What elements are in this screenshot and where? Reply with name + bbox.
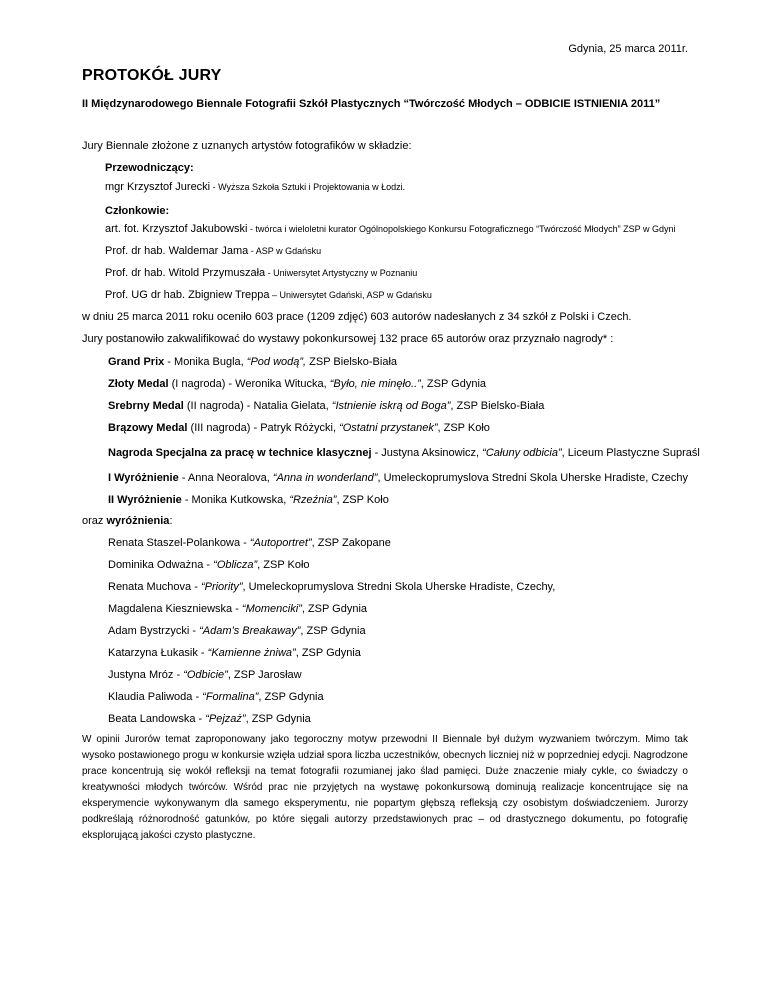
member-affiliation: – Uniwersytet Gdański, ASP w Gdańsku: [269, 290, 432, 300]
stats-line: w dniu 25 marca 2011 roku oceniło 603 prace (1209 zdjęć) 603 autorów nadesłanych z 34 szkół z Polski i Czech.: [82, 311, 632, 323]
member-line: [105, 289, 432, 301]
mention-work: “Autoportret”: [249, 537, 312, 549]
award-winner: (III nagroda) - Patryk Różycki,: [187, 422, 340, 434]
mention-work: “Kamienne żniwa”: [207, 647, 296, 659]
mention-school: , ZSP Gdynia: [245, 713, 311, 725]
mention-line: [108, 559, 310, 571]
mentions-suffix: :: [169, 515, 173, 527]
award-school: , ZSP Koło: [437, 422, 490, 434]
award-name: Brązowy Medal: [108, 422, 188, 434]
mention-line: [108, 625, 366, 637]
mentions-prefix: oraz: [82, 515, 107, 527]
award-line: [108, 494, 389, 506]
mention-school: , ZSP Gdynia: [258, 691, 324, 703]
member-name: Prof. UG dr hab. Zbigniew Treppa: [105, 289, 270, 301]
award-school: , ZSP Koło: [336, 494, 389, 506]
award-name: Grand Prix: [108, 356, 165, 368]
award-winner: (I nagroda) - Weronika Witucka,: [168, 378, 330, 390]
mention-school: , ZSP Koło: [257, 559, 310, 571]
opinion-paragraph: W opinii Jurorów temat zaproponowany jako tegoroczny motyw przewodni II Biennale był dużym wyzwaniem twórczym. Mimo tak wysoko postawionego progu w konkursie wzięła udział spora liczba uczestników, obecnych liczniej niż w poprzedniej edycji. Nagrodzone prace koncentrują się wokół refleksji na temat fotografii rozumianej jako ślad pamięci. Duże znaczenie miały cykle, co świadczy o kreatywności młodych twórców. Wśród prac nie przyjętych na wystawę pokonkursową dominują realizacje koncentrujące się na eksperymencie wykonywanym dla samego eksperymentu, nie popartym głębszą refleksją czy osobistym doświadczeniem. Jurorzy podkreślają różnorodność gatunków, po które sięgali autorzy przedstawionych prac – od drastycznego dokumentu, po fotografię eksplorującą jakości czysto plastyczne.: [82, 734, 688, 841]
award-school: , ZSP Gdynia: [420, 378, 487, 390]
member-line: [105, 223, 675, 235]
mention-line: [108, 537, 391, 549]
chair-affiliation: - Wyższa Szkoła Sztuki i Projektowania w Łodzi.: [210, 182, 406, 192]
chair-line: [105, 181, 405, 193]
award-winner: - Anna Neoralova,: [178, 472, 273, 484]
award-line: [108, 356, 397, 368]
document-subtitle: II Międzynarodowego Biennale Fotografii Szkół Plastycznych “Twórczość Młodych – ODBICIE ISTNIENIA 2011”: [82, 98, 661, 110]
mention-school: , ZSP Gdynia: [295, 647, 361, 659]
award-line: [108, 400, 544, 412]
chair-name: mgr Krzysztof Jurecki: [105, 181, 211, 193]
award-work: “Rzeźnia”: [289, 494, 337, 506]
mention-work: “Pejzaż”: [205, 713, 246, 725]
member-name: art. fot. Krzysztof Jakubowski: [105, 223, 248, 235]
document-title: PROTOKÓŁ JURY: [82, 67, 222, 84]
mention-school: , ZSP Zakopane: [311, 537, 391, 549]
member-affiliation: - ASP w Gdańsku: [248, 246, 322, 256]
award-work: “Anna in wonderland”: [272, 472, 378, 484]
member-affiliation: - twórca i wieloletni kurator Ogólnopolskiego Konkursu Fotograficznego “Twórczość Młodych” ZSP w Gdyni: [247, 224, 676, 234]
mention-line: [108, 647, 361, 659]
mention-line: [108, 669, 302, 681]
mentions-heading: [82, 515, 173, 527]
award-line: [108, 422, 490, 434]
mention-author: Magdalena Kieszniewska -: [108, 603, 242, 615]
mention-work: “Formalina”: [202, 691, 259, 703]
mention-author: Renata Muchova -: [108, 581, 201, 593]
mention-line: [108, 581, 555, 593]
mention-line: [108, 603, 367, 615]
award-name: Nagroda Specjalna za pracę w technice klasycznej: [108, 447, 372, 459]
mention-work: “Momenciki”: [241, 603, 302, 615]
award-school: , Umeleckoprumyslova Stredni Skola Uherske Hradiste, Czechy: [377, 472, 689, 484]
mention-work: “Adam’s Breakaway”: [199, 625, 301, 637]
chair-label: Przewodniczący:: [105, 162, 194, 174]
member-affiliation: - Uniwersytet Artystyczny w Poznaniu: [265, 268, 418, 278]
award-line: [108, 447, 700, 459]
award-winner: (II nagroda) - Natalia Gielata,: [183, 400, 332, 412]
award-name: Srebrny Medal: [108, 400, 184, 412]
member-name: Prof. dr hab. Witold Przymuszała: [105, 267, 266, 279]
award-work: “Pod wodą”,: [246, 356, 307, 368]
award-work: “Ostatni przystanek”: [339, 422, 438, 434]
jury-intro: Jury Biennale złożone z uznanych artystów fotografików w składzie:: [82, 140, 412, 152]
mention-line: [108, 713, 311, 725]
mention-author: Katarzyna Łukasik -: [108, 647, 208, 659]
member-name: Prof. dr hab. Waldemar Jama: [105, 245, 249, 257]
mention-work: “Priority”: [200, 581, 243, 593]
mention-work: “Odbicie”: [183, 669, 228, 681]
stats-line: Jury postanowiło zakwalifikować do wystawy pokonkursowej 132 prace 65 autorów oraz przyznało nagrody* :: [82, 333, 614, 345]
mention-author: Beata Landowska -: [108, 713, 206, 725]
award-work: “Było, nie minęło..”: [329, 378, 421, 390]
mention-school: , ZSP Gdynia: [300, 625, 366, 637]
mention-author: Dominika Odważna -: [108, 559, 214, 571]
award-winner: - Monika Bugla,: [164, 356, 247, 368]
award-school: , ZSP Bielsko-Biała: [450, 400, 545, 412]
mention-author: Justyna Mróz -: [108, 669, 184, 681]
award-school: ZSP Bielsko-Biała: [306, 356, 397, 368]
award-line: [108, 378, 486, 390]
mention-author: Adam Bystrzycki -: [108, 625, 200, 637]
document-date: Gdynia, 25 marca 2011r.: [568, 43, 688, 55]
member-line: [105, 245, 321, 257]
award-line: [108, 472, 688, 484]
mention-work: “Oblicza”: [213, 559, 258, 571]
award-work: “Istnienie iskrą od Boga”: [331, 400, 451, 412]
award-winner: - Justyna Aksinowicz,: [371, 447, 483, 459]
award-school: , Liceum Plastyczne Supraśl: [561, 447, 700, 459]
mention-author: Klaudia Paliwoda -: [108, 691, 203, 703]
members-label: Członkowie:: [105, 205, 170, 217]
mention-school: , Umeleckoprumyslova Stredni Skola Uherske Hradiste, Czechy,: [242, 581, 556, 593]
mention-line: [108, 691, 324, 703]
award-name: II Wyróżnienie: [108, 494, 182, 506]
mentions-label: wyróżnienia: [106, 515, 170, 527]
award-work: “Całuny odbicia”: [482, 447, 562, 459]
award-winner: - Monika Kutkowska,: [181, 494, 290, 506]
member-line: [105, 267, 417, 279]
mention-school: , ZSP Gdynia: [301, 603, 368, 615]
award-name: Złoty Medal: [108, 378, 169, 390]
mention-author: Renata Staszel-Polankowa -: [108, 537, 250, 549]
mention-school: , ZSP Jarosław: [227, 669, 302, 681]
award-name: I Wyróżnienie: [108, 472, 179, 484]
